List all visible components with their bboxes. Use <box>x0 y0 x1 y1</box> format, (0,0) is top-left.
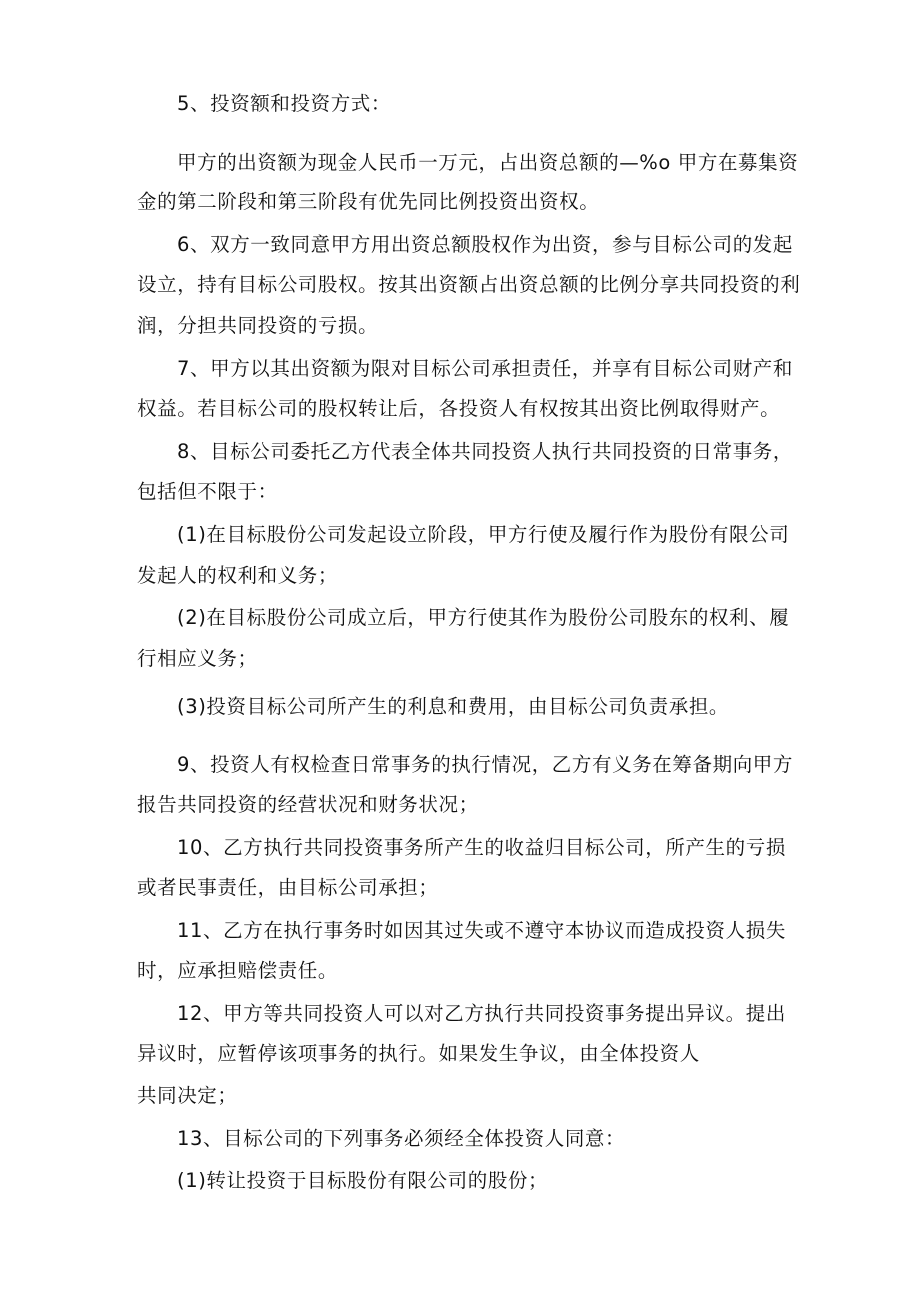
text-line: (1)在目标股份公司发起设立阶段，甲方行使及履行作为股份有限公司 <box>177 523 790 546</box>
text-line: 设立，持有目标公司股权。按其出资额占出资总额的比例分享共同投资的利 <box>137 273 801 296</box>
text-line: 或者民事责任，由目标公司承担； <box>137 876 439 899</box>
text-line: 6、双方一致同意甲方用出资总额股权作为出资，参与目标公司的发起 <box>177 233 794 256</box>
text-line: (1)转让投资于目标股份有限公司的股份； <box>177 1169 549 1192</box>
text-line: 时，应承担赔偿责任。 <box>137 959 339 982</box>
text-line: 报告共同投资的经营状况和财务状况； <box>137 793 479 816</box>
text-line: (2)在目标股份公司成立后，甲方行使其作为股份公司股东的权利、履 <box>177 606 790 629</box>
text-line: 11、乙方在执行事务时如因其过失或不遵守本协议而造成投资人损失 <box>177 919 786 942</box>
text-line: 13、目标公司的下列事务必须经全体投资人同意： <box>177 1127 626 1150</box>
text-line: 金的第二阶段和第三阶段有优先同比例投资出资权。 <box>137 190 600 213</box>
text-line: 7、甲方以其出资额为限对目标公司承担责任，并享有目标公司财产和 <box>177 357 794 380</box>
text-line: 8、目标公司委托乙方代表全体共同投资人执行共同投资的日常事务， <box>177 440 794 463</box>
text-line: 共同决定； <box>137 1084 238 1107</box>
text-line: 包括但不限于： <box>137 480 278 503</box>
text-line: 12、甲方等共同投资人可以对乙方执行共同投资事务提出异议。提出 <box>177 1002 786 1025</box>
text-line: 润，分担共同投资的亏损。 <box>137 314 379 337</box>
text-line: 行相应义务； <box>137 647 258 670</box>
text-line: 甲方的出资额为现金人民币一万元，占出资总额的—%o 甲方在募集资 <box>177 151 799 174</box>
text-line: (3)投资目标公司所产生的利息和费用，由目标公司负责承担。 <box>177 695 730 718</box>
text-line: 发起人的权利和义务； <box>137 564 339 587</box>
text-line: 5、投资额和投资方式： <box>177 92 392 115</box>
text-line: 异议时，应暂停该项事务的执行。如果发生争议，由全体投资人 <box>137 1042 700 1065</box>
text-line: 权益。若目标公司的股权转让后，各投资人有权按其出资比例取得财产。 <box>137 397 781 420</box>
text-line: 9、投资人有权检查日常事务的执行情况，乙方有义务在筹备期向甲方 <box>177 753 794 776</box>
text-line: 10、乙方执行共同投资事务所产生的收益归目标公司，所产生的亏损 <box>177 836 786 859</box>
